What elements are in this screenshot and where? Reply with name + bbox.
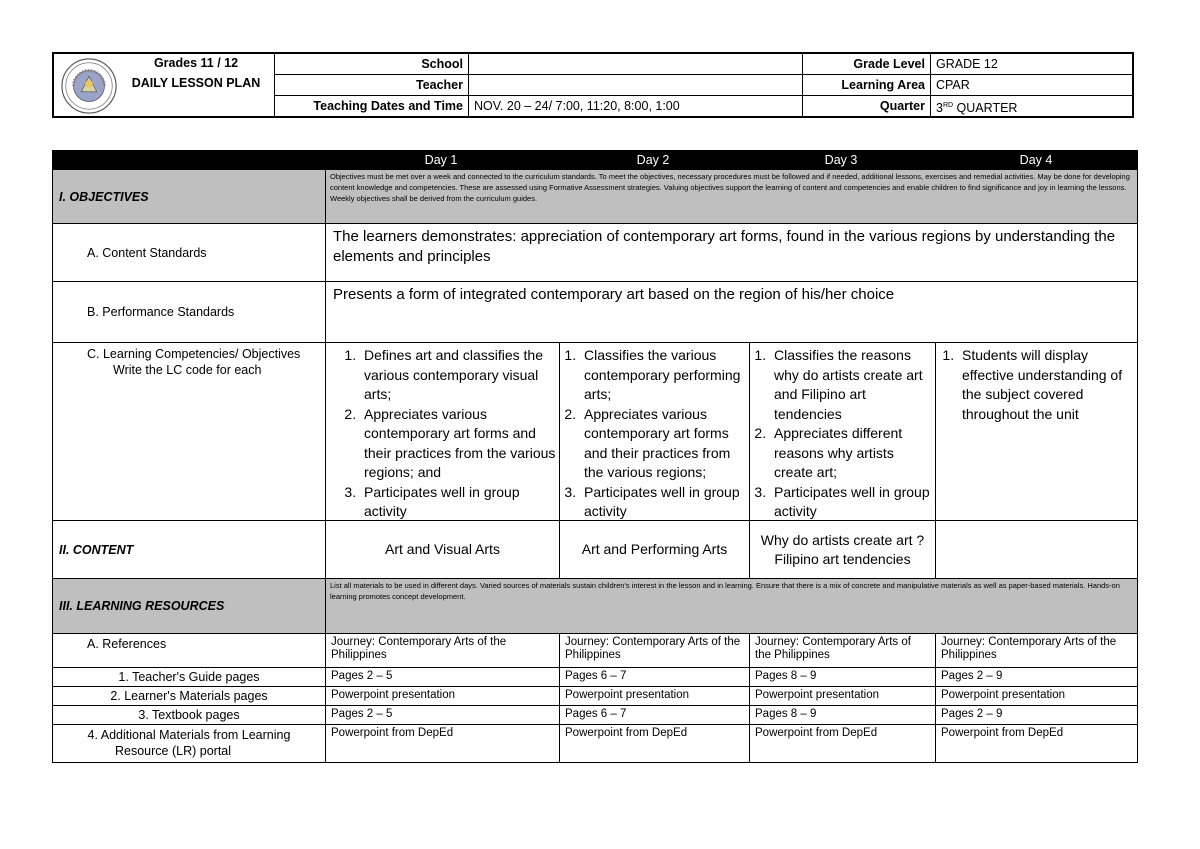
performance-standards-text: Presents a form of integrated contemporary art based on the region of his/her choice: [325, 282, 1139, 342]
competency-item: 1. Students will display effective understanding of the subject covered throughout the unit: [958, 346, 1139, 424]
learning-resources-label: III. LEARNING RESOURCES: [59, 599, 225, 613]
content-day-2: Art and Performing Arts: [559, 521, 749, 578]
lm-pages-row: [52, 687, 1138, 706]
grade-level-label: Grade Level: [802, 54, 930, 74]
day-1-header: Day 1: [424, 153, 458, 167]
competency-item: 1. Classifies the various contemporary performing arts;: [580, 346, 749, 405]
textbook-pages-row: [52, 706, 1138, 725]
content-row: [52, 521, 1138, 579]
form-title-dlp: DAILY LESSON PLAN: [131, 76, 261, 90]
tg-pages-row: [52, 668, 1138, 687]
additional-materials-day-4: Powerpoint from DepEd: [935, 725, 1139, 762]
performance-standards-label: B. Performance Standards: [87, 305, 235, 319]
content-day-1: Art and Visual Arts: [325, 521, 559, 578]
content-day-4: [935, 521, 1139, 578]
content-label: II. CONTENT: [59, 542, 134, 557]
lm-pages-label: 2. Learner's Materials pages: [110, 689, 268, 703]
learning-area-label: Learning Area: [802, 74, 930, 95]
quarter-label: Quarter: [802, 95, 930, 116]
competencies-day-1: [325, 343, 559, 520]
day-3-header: Day 3: [824, 153, 858, 167]
objectives-note: Objectives must be met over a week and connected to the curriculum standards. To meet the objectives, necessary procedures must be followed and if needed, additional lessons, exercises and remedial activities. May be done for developing content knowledge and competencies. These are assessed using Formative Assessment strategies. Valuing objectives support the learning of content and competencies and enable children to find significance and joy in learning the lessons. Weekly objectives shall be derived from the curriculum guides.: [325, 170, 1139, 223]
competencies-row: [52, 343, 1138, 521]
additional-materials-day-2: Powerpoint from DepEd: [559, 725, 749, 762]
tg-pages-label: 1. Teacher's Guide pages: [118, 670, 260, 684]
references-label: A. References: [87, 637, 167, 651]
competency-item: 2. Appreciates various contemporary art forms and their practices from the various regions; and: [360, 405, 559, 483]
header-table: [52, 52, 1134, 118]
school-label: School: [274, 54, 468, 74]
competency-item: 1. Defines art and classifies the various contemporary visual arts;: [360, 346, 559, 405]
competencies-day-3: [749, 343, 935, 520]
competencies-day-2: [559, 343, 749, 520]
performance-standards-row: [52, 282, 1138, 343]
textbook-pages-day-1: Pages 2 – 5: [325, 706, 559, 724]
day-header-row: [52, 150, 1138, 170]
lm-pages-day-3: Powerpoint presentation: [749, 687, 935, 705]
tg-pages-day-2: Pages 6 – 7: [559, 668, 749, 686]
dates-label: Teaching Dates and Time: [274, 95, 468, 116]
competency-item: 3. Participates well in group activity: [580, 483, 749, 521]
references-day-3: Journey: Contemporary Arts of the Philippines: [749, 634, 935, 667]
deped-seal-logo: [60, 57, 118, 115]
school-value: [468, 54, 802, 74]
textbook-pages-label: 3. Textbook pages: [138, 708, 240, 722]
grade-level-value: GRADE 12: [930, 54, 1132, 74]
teacher-value: [468, 74, 802, 95]
form-title-grades: Grades 11 / 12: [153, 56, 239, 70]
competency-item: 2. Appreciates various contemporary art forms and their practices from the various regions;: [580, 405, 749, 483]
quarter-value: 3RD QUARTER: [930, 95, 1132, 116]
day-4-header: Day 4: [1019, 153, 1053, 167]
competency-item: 3. Participates well in group activity: [360, 483, 559, 521]
textbook-pages-day-2: Pages 6 – 7: [559, 706, 749, 724]
tg-pages-day-1: Pages 2 – 5: [325, 668, 559, 686]
content-day-3: Why do artists create art ? Filipino art tendencies: [749, 521, 935, 578]
additional-materials-row: [52, 725, 1138, 763]
tg-pages-day-4: Pages 2 – 9: [935, 668, 1139, 686]
competencies-label: C. Learning Competencies/ Objectives Write the LC code for each: [87, 347, 301, 377]
tg-pages-day-3: Pages 8 – 9: [749, 668, 935, 686]
textbook-pages-day-3: Pages 8 – 9: [749, 706, 935, 724]
additional-materials-day-1: Powerpoint from DepEd: [325, 725, 559, 762]
objectives-label: I. OBJECTIVES: [59, 189, 149, 204]
additional-materials-label: 4. Additional Materials from Learning Resource (LR) portal: [87, 728, 291, 758]
references-day-4: Journey: Contemporary Arts of the Philippines: [935, 634, 1139, 667]
lm-pages-day-2: Powerpoint presentation: [559, 687, 749, 705]
objectives-row: [52, 170, 1138, 224]
learning-resources-row: [52, 579, 1138, 634]
references-day-2: Journey: Contemporary Arts of the Philippines: [559, 634, 749, 667]
competencies-day-4: [935, 343, 1139, 520]
competency-item: 2. Appreciates different reasons why artists create art;: [770, 424, 935, 483]
content-standards-label: A. Content Standards: [87, 245, 207, 260]
dates-value: NOV. 20 – 24/ 7:00, 11:20, 8:00, 1:00: [468, 95, 802, 116]
competency-item: 3. Participates well in group activity: [770, 483, 935, 521]
day-2-header: Day 2: [636, 153, 670, 167]
references-row: [52, 634, 1138, 668]
teacher-label: Teacher: [274, 74, 468, 95]
learning-area-value: CPAR: [930, 74, 1132, 95]
content-standards-text: The learners demonstrates: appreciation of contemporary art forms, found in the various regions by understanding the elements and principles: [325, 224, 1139, 281]
textbook-pages-day-4: Pages 2 – 9: [935, 706, 1139, 724]
lm-pages-day-1: Powerpoint presentation: [325, 687, 559, 705]
learning-resources-note: List all materials to be used in different days. Varied sources of materials sustain children's interest in the lesson and in learning. Ensure that there is a mix of concrete and manipulative materials as well as paper-based materials. Hands-on learning promotes concept development.: [325, 579, 1139, 633]
references-day-1: Journey: Contemporary Arts of the Philippines: [325, 634, 559, 667]
content-standards-row: [52, 224, 1138, 282]
lm-pages-day-4: Powerpoint presentation: [935, 687, 1139, 705]
competency-item: 1. Classifies the reasons why do artists create art and Filipino art tendencies: [770, 346, 935, 424]
additional-materials-day-3: Powerpoint from DepEd: [749, 725, 935, 762]
